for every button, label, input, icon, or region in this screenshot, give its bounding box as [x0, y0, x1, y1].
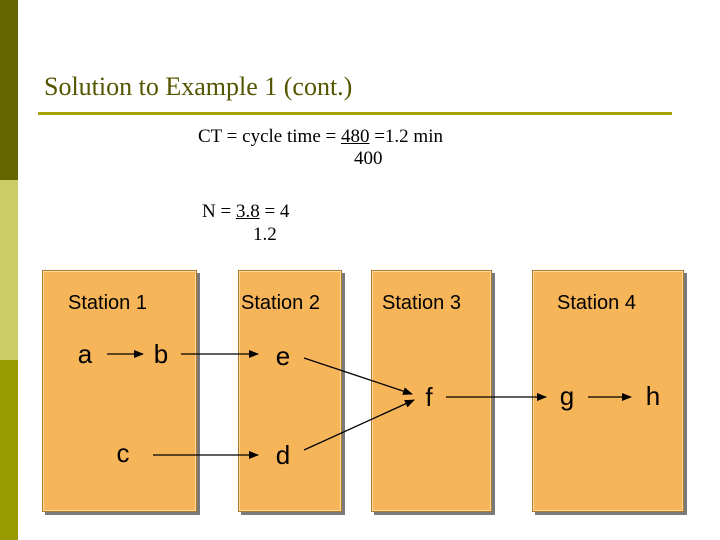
task-b: b	[153, 339, 169, 369]
task-e: e	[275, 341, 291, 371]
ct-result: =1.2 min	[369, 126, 443, 147]
n-prefix: N =	[202, 201, 236, 222]
task-f: f	[425, 382, 433, 412]
arrow-d-to-f	[304, 400, 414, 450]
task-d: d	[275, 440, 291, 470]
station-1-label: Station 1	[68, 292, 147, 314]
station-3-label: Station 3	[382, 292, 461, 314]
station-4-label: Station 4	[557, 292, 636, 314]
task-c: c	[116, 438, 130, 468]
task-a: a	[77, 339, 93, 369]
n-numerator: 3.8	[235, 201, 260, 222]
slide-title: Solution to Example 1 (cont.)	[44, 72, 353, 101]
task-h: h	[645, 381, 661, 411]
task-g: g	[559, 381, 575, 411]
ct-prefix: CT = cycle time =	[198, 126, 341, 147]
ct-denominator: 400	[354, 148, 383, 169]
n-result: = 4	[259, 201, 290, 222]
n-denominator: 1.2	[253, 224, 277, 245]
ct-numerator: 480	[340, 126, 370, 147]
station-2-label: Station 2	[241, 292, 320, 314]
arrow-e-to-f	[304, 358, 412, 394]
